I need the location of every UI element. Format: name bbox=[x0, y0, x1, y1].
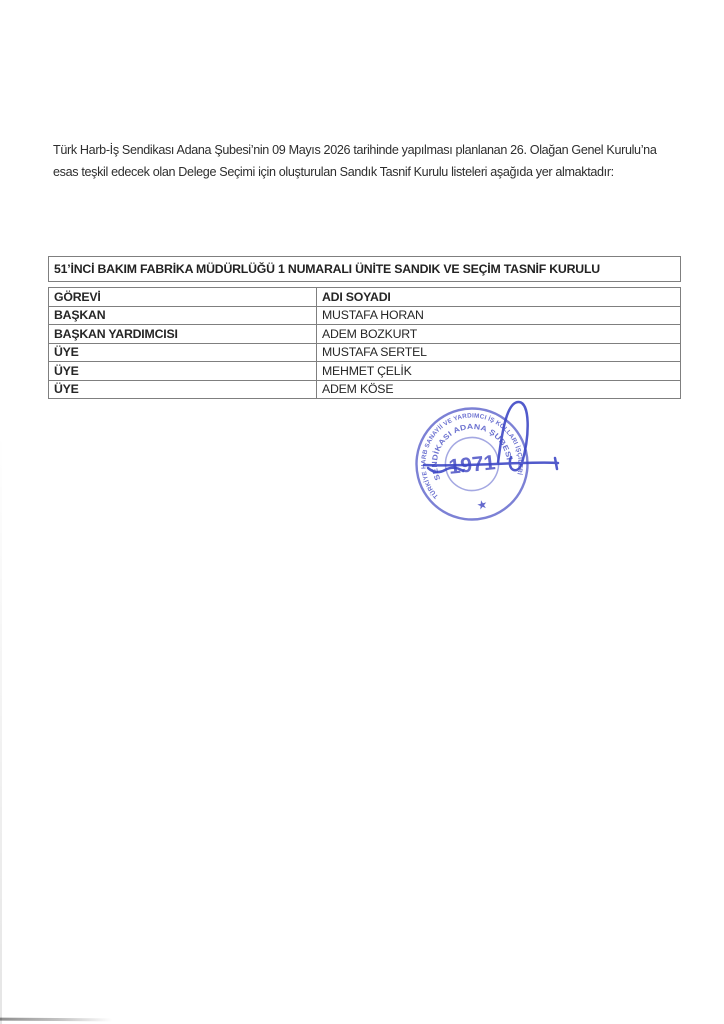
signature-squiggle bbox=[428, 468, 463, 472]
signature-ink bbox=[412, 392, 576, 490]
role-cell: BAŞKAN bbox=[49, 306, 317, 325]
table-row bbox=[49, 362, 681, 381]
signature-line bbox=[424, 463, 558, 466]
role-cell: BAŞKAN YARDIMCISI bbox=[49, 325, 317, 344]
committee-table-block bbox=[48, 256, 681, 399]
name-cell: MUSTAFA HORAN bbox=[317, 306, 681, 325]
role-cell: ÜYE bbox=[49, 380, 317, 399]
table-row bbox=[49, 380, 681, 399]
committee-table bbox=[48, 287, 681, 399]
table-row bbox=[49, 343, 681, 362]
scan-artifact-left-edge bbox=[0, 430, 2, 1024]
stamp-outer-text: TÜRKİYE HARB SANAYİİ VE YARDIMCI İŞ KOLLARI İŞÇİLERİ bbox=[420, 412, 524, 500]
role-cell: ÜYE bbox=[49, 343, 317, 362]
table-row bbox=[49, 306, 681, 325]
stamp-year: 1971 bbox=[447, 451, 497, 479]
name-cell: ADEM BOZKURT bbox=[317, 325, 681, 344]
header-role-cell: GÖREVİ bbox=[49, 288, 317, 307]
name-cell: ADEM KÖSE bbox=[317, 380, 681, 399]
stamp-inner-text: SENDİKASI ADANA ŞUBESİ bbox=[429, 421, 514, 482]
table-title: 51’İNCİ BAKIM FABRİKA MÜDÜRLÜĞÜ 1 NUMARALI ÜNİTE SANDIK VE SEÇİM TASNİF KURULU bbox=[48, 256, 681, 282]
name-cell: MEHMET ÇELİK bbox=[317, 362, 681, 381]
header-name-cell: ADI SOYADI bbox=[317, 288, 681, 307]
name-cell: MUSTAFA SERTEL bbox=[317, 343, 681, 362]
scan-artifact-bottom-edge bbox=[0, 1018, 112, 1022]
signature-tick bbox=[555, 458, 557, 469]
table-row bbox=[49, 325, 681, 344]
role-cell: ÜYE bbox=[49, 362, 317, 381]
intro-line-1: Türk Harb-İş Sendikası Adana Şubesi’nin 09 Mayıs 2026 tarihinde yapılması planlanan 26. Olağan Genel Kurulu’na bbox=[53, 142, 657, 157]
signature-loop bbox=[498, 402, 528, 470]
stamp-star-icon: ★ bbox=[475, 496, 490, 513]
table-header-row bbox=[49, 288, 681, 307]
intro-line-2: esas teşkil edecek olan Delege Seçimi için oluşturulan Sandık Tasnif Kurulu listeleri aşağıda yer almaktadır: bbox=[53, 164, 614, 179]
intro-paragraph bbox=[53, 139, 656, 183]
